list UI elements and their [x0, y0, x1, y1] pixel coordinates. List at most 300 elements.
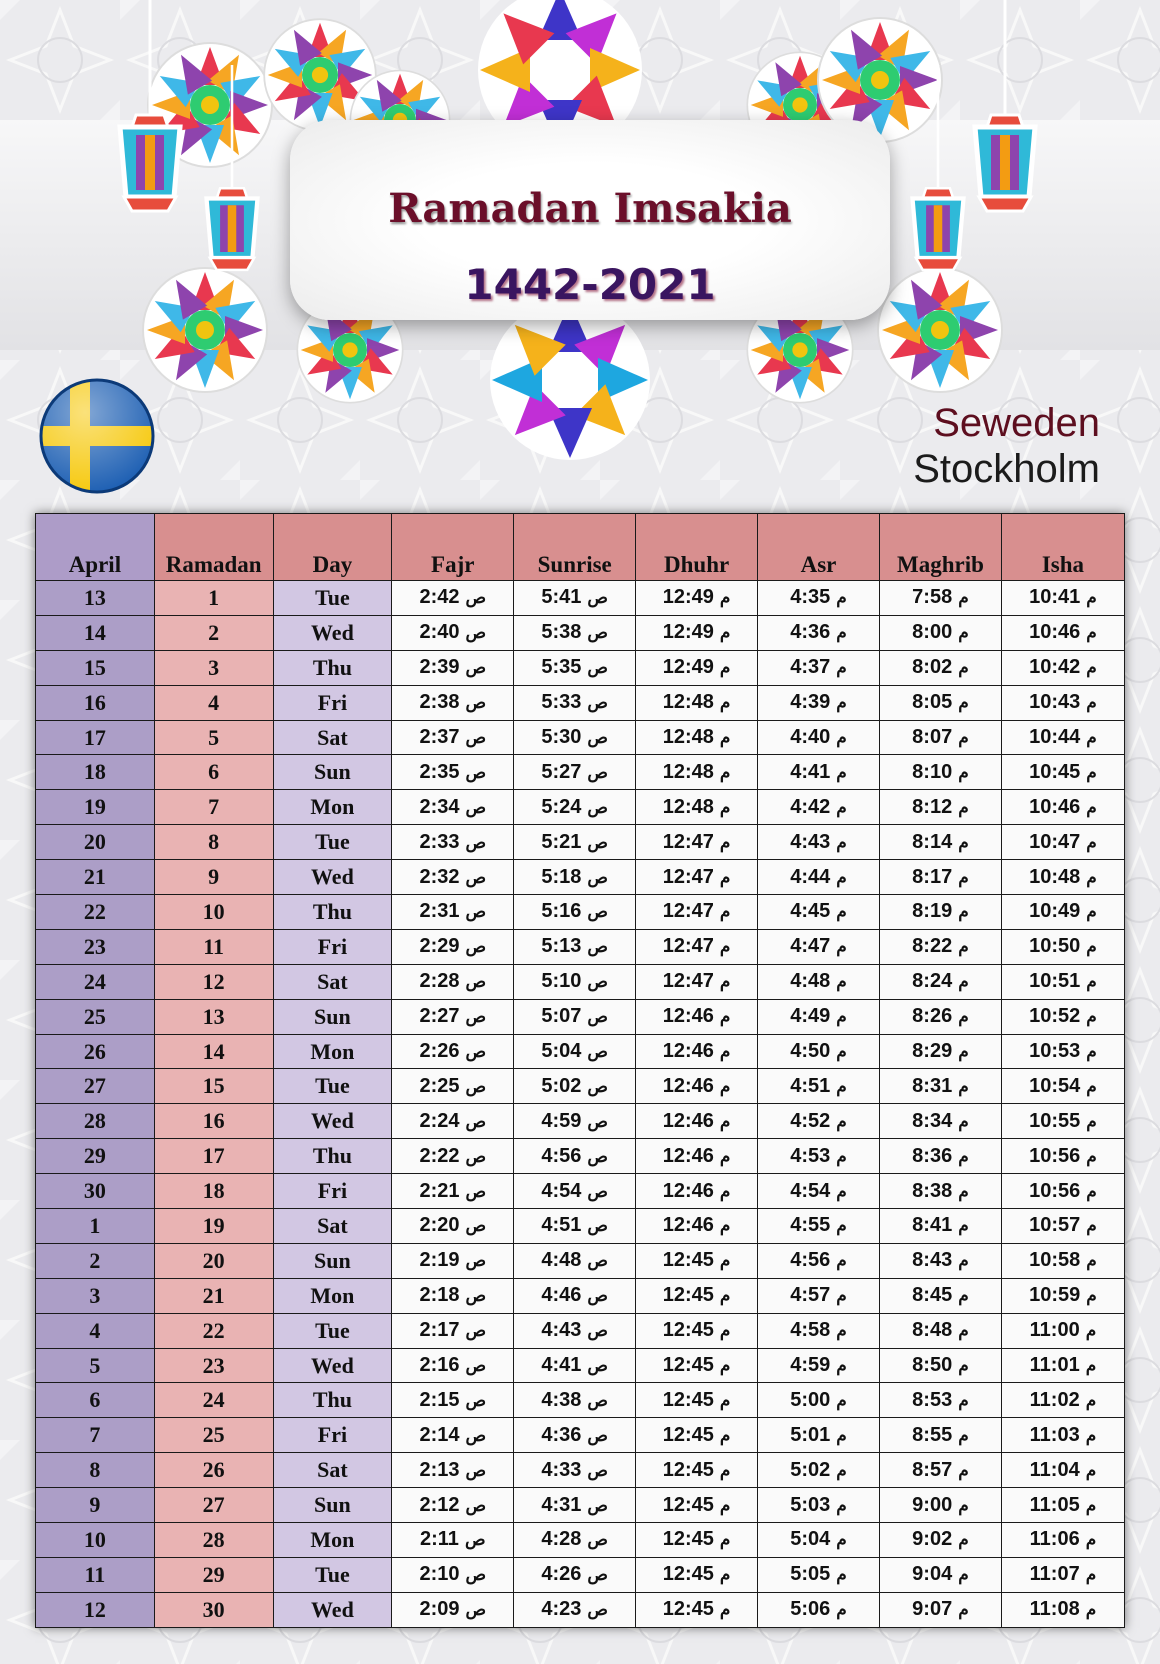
cell-asr: [758, 1104, 880, 1139]
sweden-flag-icon: [38, 377, 156, 495]
table-row: [36, 1557, 1125, 1592]
cell-ramadan-day: 6: [154, 755, 273, 790]
table-row: [36, 1488, 1125, 1523]
cell-date: 4: [36, 1313, 155, 1348]
cell-sunrise: [514, 1348, 636, 1383]
cell-sunrise: [514, 581, 636, 616]
dhuhr-time: 12:46: [662, 1074, 714, 1097]
cell-dhuhr: [636, 1034, 758, 1069]
table-row: [36, 1453, 1125, 1488]
asr-time: 4:45: [790, 900, 831, 923]
pm-marker: م: [719, 1216, 731, 1236]
pm-marker: م: [719, 1181, 731, 1201]
pm-marker: م: [1086, 1146, 1097, 1166]
cell-isha: [1001, 1453, 1124, 1488]
pm-marker: م: [836, 1321, 847, 1341]
asr-time: 4:58: [790, 1319, 831, 1342]
cell-asr: [758, 1592, 880, 1627]
sunrise-time: 4:31: [541, 1493, 582, 1516]
pm-marker: م: [836, 832, 847, 852]
cell-isha: [1001, 1243, 1124, 1278]
pm-marker: م: [1086, 1111, 1097, 1131]
cell-dhuhr: [636, 1453, 758, 1488]
pm-marker: م: [958, 1565, 969, 1585]
cell-ramadan-day: 17: [154, 1139, 273, 1174]
sunrise-time: 5:38: [541, 621, 582, 644]
cell-isha: [1001, 1139, 1124, 1174]
cell-fajr: [392, 1592, 514, 1627]
cell-sunrise: [514, 790, 636, 825]
cell-isha: [1001, 1418, 1124, 1453]
cell-maghrib: [879, 999, 1001, 1034]
dhuhr-time: 12:45: [662, 1319, 714, 1342]
cell-dhuhr: [636, 1174, 758, 1209]
am-marker: ص: [587, 658, 608, 678]
fajr-time: 2:22: [419, 1144, 460, 1167]
cell-weekday: Tue: [273, 1557, 392, 1592]
cell-isha: [1001, 581, 1124, 616]
cell-isha: [1001, 755, 1124, 790]
cell-weekday: Sun: [273, 1243, 392, 1278]
fajr-time: 2:37: [419, 726, 460, 748]
am-marker: ص: [465, 658, 487, 678]
fajr-time: 2:11: [420, 1528, 459, 1551]
cell-dhuhr: [636, 685, 758, 720]
pm-marker: م: [836, 1390, 847, 1410]
cell-sunrise: [514, 825, 636, 860]
cell-asr: [758, 964, 880, 999]
cell-dhuhr: [636, 1592, 758, 1627]
sunrise-time: 4:36: [541, 1423, 582, 1446]
cell-ramadan-day: 29: [154, 1557, 273, 1592]
maghrib-time: 8:41: [912, 1214, 953, 1237]
cell-ramadan-day: 24: [154, 1383, 273, 1418]
asr-time: 4:52: [790, 1109, 831, 1132]
cell-isha: [1001, 860, 1124, 895]
cell-ramadan-day: 7: [154, 790, 273, 825]
cell-maghrib: [879, 1348, 1001, 1383]
sunrise-time: 5:13: [541, 935, 582, 958]
table-row: [36, 1069, 1125, 1104]
cell-asr: [758, 1069, 880, 1104]
am-marker: ص: [587, 693, 608, 713]
cell-sunrise: [514, 999, 636, 1034]
sunrise-time: 5:18: [541, 865, 582, 888]
cell-fajr: [392, 1557, 514, 1592]
cell-isha: [1001, 685, 1124, 720]
pm-marker: م: [836, 1007, 847, 1027]
isha-time: 10:47: [1029, 830, 1081, 853]
cell-date: 23: [36, 929, 155, 964]
cell-maghrib: [879, 1243, 1001, 1278]
isha-time: 10:48: [1029, 865, 1081, 888]
maghrib-time: 8:48: [912, 1319, 953, 1342]
asr-time: 4:40: [790, 726, 831, 748]
cell-weekday: Sat: [273, 964, 392, 999]
cell-weekday: Mon: [273, 1523, 392, 1558]
cell-sunrise: [514, 755, 636, 790]
fajr-time: 2:25: [419, 1074, 460, 1097]
pm-marker: م: [836, 1530, 847, 1550]
pm-marker: م: [958, 1216, 969, 1236]
cell-fajr: [392, 650, 514, 685]
fajr-time: 2:28: [419, 970, 460, 993]
am-marker: ص: [465, 1460, 487, 1480]
cell-asr: [758, 1523, 880, 1558]
table-row: [36, 860, 1125, 895]
cell-fajr: [392, 1418, 514, 1453]
fajr-time: 2:32: [419, 865, 460, 888]
asr-time: 4:37: [790, 656, 831, 679]
cell-sunrise: [514, 1034, 636, 1069]
pm-marker: م: [719, 1530, 731, 1550]
cell-isha: [1001, 1313, 1124, 1348]
cell-dhuhr: [636, 581, 758, 616]
fajr-time: 2:24: [419, 1109, 460, 1132]
pm-marker: م: [719, 937, 731, 957]
dhuhr-time: 12:45: [662, 1354, 714, 1377]
isha-time: 10:50: [1029, 935, 1081, 958]
pm-marker: م: [958, 1076, 969, 1096]
isha-time: 10:56: [1029, 1179, 1081, 1202]
col-header-asr: Asr: [758, 514, 880, 581]
sunrise-time: 5:21: [541, 830, 582, 853]
am-marker: ص: [465, 1216, 487, 1236]
asr-time: 4:39: [790, 691, 831, 714]
cell-asr: [758, 1243, 880, 1278]
asr-time: 4:50: [790, 1040, 831, 1063]
maghrib-time: 9:00: [912, 1493, 953, 1516]
cell-isha: [1001, 720, 1124, 755]
maghrib-time: 8:31: [912, 1074, 953, 1097]
col-header-sunrise: Sunrise: [514, 514, 636, 581]
sunrise-time: 5:27: [541, 760, 582, 783]
pm-marker: م: [958, 832, 969, 852]
cell-weekday: Tue: [273, 581, 392, 616]
cell-dhuhr: [636, 1523, 758, 1558]
fajr-time: 2:26: [419, 1040, 460, 1063]
pm-marker: م: [719, 588, 731, 608]
cell-isha: [1001, 999, 1124, 1034]
asr-time: 5:01: [790, 1423, 831, 1446]
asr-time: 4:41: [790, 760, 831, 783]
cell-date: 22: [36, 895, 155, 930]
cell-maghrib: [879, 1418, 1001, 1453]
cell-fajr: [392, 964, 514, 999]
dhuhr-time: 12:45: [662, 1458, 714, 1481]
cell-date: 25: [36, 999, 155, 1034]
cell-ramadan-day: 11: [154, 929, 273, 964]
cell-date: 3: [36, 1278, 155, 1313]
asr-time: 4:42: [790, 795, 831, 818]
am-marker: ص: [587, 1495, 608, 1515]
cell-asr: [758, 1348, 880, 1383]
cell-ramadan-day: 5: [154, 720, 273, 755]
cell-isha: [1001, 1069, 1124, 1104]
cell-isha: [1001, 1348, 1124, 1383]
pm-marker: م: [836, 1565, 847, 1585]
am-marker: ص: [465, 1600, 487, 1620]
cell-asr: [758, 650, 880, 685]
cell-maghrib: [879, 929, 1001, 964]
page-title: Ramadan Imsakia: [388, 185, 792, 232]
cell-isha: [1001, 929, 1124, 964]
sunrise-time: 4:51: [541, 1214, 582, 1237]
pm-marker: م: [836, 1460, 847, 1480]
table-row: [36, 1139, 1125, 1174]
sunrise-time: 4:46: [541, 1284, 582, 1307]
cell-date: 24: [36, 964, 155, 999]
cell-maghrib: [879, 1453, 1001, 1488]
am-marker: ص: [465, 1286, 487, 1306]
maghrib-time: 8:22: [912, 935, 953, 958]
cell-maghrib: [879, 964, 1001, 999]
pm-marker: م: [958, 1181, 969, 1201]
pm-marker: م: [1086, 1216, 1097, 1236]
pm-marker: م: [958, 1425, 969, 1445]
cell-ramadan-day: 15: [154, 1069, 273, 1104]
sunrise-time: 5:24: [541, 795, 582, 818]
pm-marker: م: [1085, 1565, 1097, 1585]
fajr-time: 2:33: [419, 830, 460, 853]
dhuhr-time: 12:49: [662, 586, 714, 609]
pm-marker: م: [719, 1425, 731, 1445]
pm-marker: م: [958, 1600, 969, 1620]
am-marker: ص: [465, 1042, 487, 1062]
cell-ramadan-day: 25: [154, 1418, 273, 1453]
am-marker: ص: [465, 972, 487, 992]
cell-asr: [758, 1278, 880, 1313]
cell-asr: [758, 1453, 880, 1488]
am-marker: ص: [465, 1007, 487, 1027]
cell-sunrise: [514, 1069, 636, 1104]
cell-fajr: [392, 860, 514, 895]
dhuhr-time: 12:48: [662, 760, 714, 783]
sunrise-time: 4:28: [541, 1528, 582, 1551]
isha-time: 11:01: [1029, 1354, 1080, 1377]
fajr-time: 2:16: [419, 1354, 460, 1377]
maghrib-time: 9:02: [912, 1528, 953, 1551]
am-marker: ص: [587, 623, 608, 643]
cell-weekday: Sun: [273, 755, 392, 790]
cell-dhuhr: [636, 1243, 758, 1278]
cell-asr: [758, 1034, 880, 1069]
cell-asr: [758, 825, 880, 860]
sunrise-time: 4:41: [541, 1354, 582, 1377]
pm-marker: م: [958, 1286, 969, 1306]
cell-date: 17: [36, 720, 155, 755]
dhuhr-time: 12:47: [662, 970, 714, 993]
pm-marker: م: [836, 797, 847, 817]
pm-marker: م: [958, 1460, 969, 1480]
pm-marker: م: [1085, 1356, 1097, 1376]
cell-sunrise: [514, 1243, 636, 1278]
pm-marker: م: [1086, 902, 1097, 922]
pm-marker: م: [836, 1600, 847, 1620]
cell-ramadan-day: 19: [154, 1209, 273, 1244]
am-marker: ص: [587, 1390, 608, 1410]
dhuhr-time: 12:46: [662, 1144, 714, 1167]
cell-weekday: Thu: [273, 1139, 392, 1174]
cell-asr: [758, 685, 880, 720]
dhuhr-time: 12:45: [662, 1249, 714, 1272]
cell-asr: [758, 999, 880, 1034]
maghrib-time: 8:34: [912, 1109, 953, 1132]
cell-ramadan-day: 22: [154, 1313, 273, 1348]
am-marker: ص: [465, 588, 487, 608]
pm-marker: م: [836, 1495, 847, 1515]
cell-asr: [758, 1313, 880, 1348]
pm-marker: م: [719, 1321, 731, 1341]
isha-time: 11:08: [1029, 1598, 1080, 1621]
pm-marker: م: [719, 1111, 731, 1131]
maghrib-time: 8:38: [912, 1179, 953, 1202]
asr-time: 5:05: [790, 1563, 831, 1586]
cell-date: 12: [36, 1592, 155, 1627]
cell-isha: [1001, 964, 1124, 999]
sunrise-time: 5:07: [541, 1005, 582, 1028]
pm-marker: م: [1085, 1600, 1097, 1620]
isha-time: 11:02: [1029, 1388, 1080, 1411]
pm-marker: م: [719, 1565, 731, 1585]
dhuhr-time: 12:46: [662, 1040, 714, 1063]
sunrise-time: 4:54: [541, 1179, 582, 1202]
dhuhr-time: 12:48: [662, 726, 714, 748]
dhuhr-time: 12:45: [662, 1388, 714, 1411]
maghrib-time: 8:26: [912, 1005, 953, 1028]
cell-weekday: Wed: [273, 1104, 392, 1139]
pm-marker: م: [958, 1042, 969, 1062]
isha-time: 10:58: [1029, 1249, 1081, 1272]
pm-marker: م: [958, 1146, 969, 1166]
am-marker: ص: [465, 1076, 487, 1096]
pm-marker: م: [719, 658, 731, 678]
pm-marker: م: [836, 1111, 847, 1131]
dhuhr-time: 12:48: [662, 691, 714, 714]
isha-time: 10:44: [1029, 726, 1081, 748]
asr-time: 5:02: [790, 1458, 831, 1481]
maghrib-time: 8:19: [912, 900, 953, 923]
cell-ramadan-day: 10: [154, 895, 273, 930]
cell-asr: [758, 1139, 880, 1174]
cell-maghrib: [879, 1383, 1001, 1418]
table-row: [36, 790, 1125, 825]
cell-sunrise: [514, 1209, 636, 1244]
cell-date: 1: [36, 1209, 155, 1244]
pm-marker: م: [1086, 1042, 1097, 1062]
cell-asr: [758, 581, 880, 616]
cell-weekday: Fri: [273, 1174, 392, 1209]
cell-asr: [758, 895, 880, 930]
pm-marker: م: [719, 902, 731, 922]
sunrise-time: 4:38: [541, 1388, 582, 1411]
table-row: [36, 895, 1125, 930]
cell-date: 2: [36, 1243, 155, 1278]
cell-dhuhr: [636, 1139, 758, 1174]
pm-marker: م: [1086, 937, 1097, 957]
cell-maghrib: [879, 1592, 1001, 1627]
pm-marker: م: [719, 728, 731, 747]
pm-marker: م: [958, 1111, 969, 1131]
cell-fajr: [392, 1453, 514, 1488]
cell-fajr: [392, 685, 514, 720]
cell-sunrise: [514, 1557, 636, 1592]
am-marker: ص: [587, 1007, 608, 1027]
pm-marker: م: [958, 972, 969, 992]
am-marker: ص: [587, 1530, 608, 1550]
cell-weekday: Mon: [273, 1034, 392, 1069]
cell-weekday: Thu: [273, 650, 392, 685]
pm-marker: م: [719, 1042, 731, 1062]
dhuhr-time: 12:47: [662, 900, 714, 923]
am-marker: ص: [587, 832, 608, 852]
cell-weekday: Thu: [273, 895, 392, 930]
cell-dhuhr: [636, 615, 758, 650]
cell-date: 21: [36, 860, 155, 895]
cell-sunrise: [514, 895, 636, 930]
cell-date: 30: [36, 1174, 155, 1209]
pm-marker: م: [1086, 832, 1097, 852]
sunrise-time: 4:56: [541, 1144, 582, 1167]
cell-weekday: Wed: [273, 1592, 392, 1627]
cell-ramadan-day: 13: [154, 999, 273, 1034]
cell-dhuhr: [636, 964, 758, 999]
isha-time: 10:51: [1029, 970, 1081, 993]
pm-marker: م: [958, 762, 969, 782]
cell-dhuhr: [636, 720, 758, 755]
cell-dhuhr: [636, 1278, 758, 1313]
isha-time: 11:06: [1029, 1528, 1080, 1551]
fajr-time: 2:21: [419, 1179, 460, 1202]
sunrise-time: 5:02: [541, 1074, 582, 1097]
cell-sunrise: [514, 929, 636, 964]
sunrise-time: 5:10: [541, 970, 582, 993]
maghrib-time: 8:29: [912, 1040, 953, 1063]
am-marker: ص: [465, 1425, 487, 1445]
asr-time: 4:55: [790, 1214, 831, 1237]
isha-time: 10:52: [1029, 1005, 1081, 1028]
pm-marker: م: [836, 728, 847, 747]
am-marker: ص: [465, 1181, 487, 1201]
am-marker: ص: [465, 1495, 487, 1515]
cell-dhuhr: [636, 1348, 758, 1383]
maghrib-time: 9:07: [912, 1598, 953, 1621]
pm-marker: م: [1085, 1495, 1097, 1515]
cell-dhuhr: [636, 1209, 758, 1244]
cell-sunrise: [514, 650, 636, 685]
table-row: [36, 581, 1125, 616]
pm-marker: م: [1086, 658, 1097, 678]
cell-sunrise: [514, 964, 636, 999]
sunrise-time: 5:16: [541, 900, 582, 923]
pm-marker: م: [958, 623, 969, 643]
isha-time: 10:59: [1029, 1284, 1081, 1307]
am-marker: ص: [465, 832, 487, 852]
pm-marker: م: [958, 937, 969, 957]
pm-marker: م: [1085, 1460, 1097, 1480]
cell-date: 14: [36, 615, 155, 650]
dhuhr-time: 12:45: [662, 1423, 714, 1446]
cell-ramadan-day: 28: [154, 1523, 273, 1558]
fajr-time: 2:09: [419, 1598, 460, 1621]
pm-marker: م: [1086, 762, 1097, 782]
pm-marker: م: [836, 1425, 847, 1445]
cell-asr: [758, 755, 880, 790]
pm-marker: م: [1086, 728, 1097, 747]
cell-fajr: [392, 1523, 514, 1558]
cell-fajr: [392, 1278, 514, 1313]
maghrib-time: 8:02: [912, 656, 953, 679]
